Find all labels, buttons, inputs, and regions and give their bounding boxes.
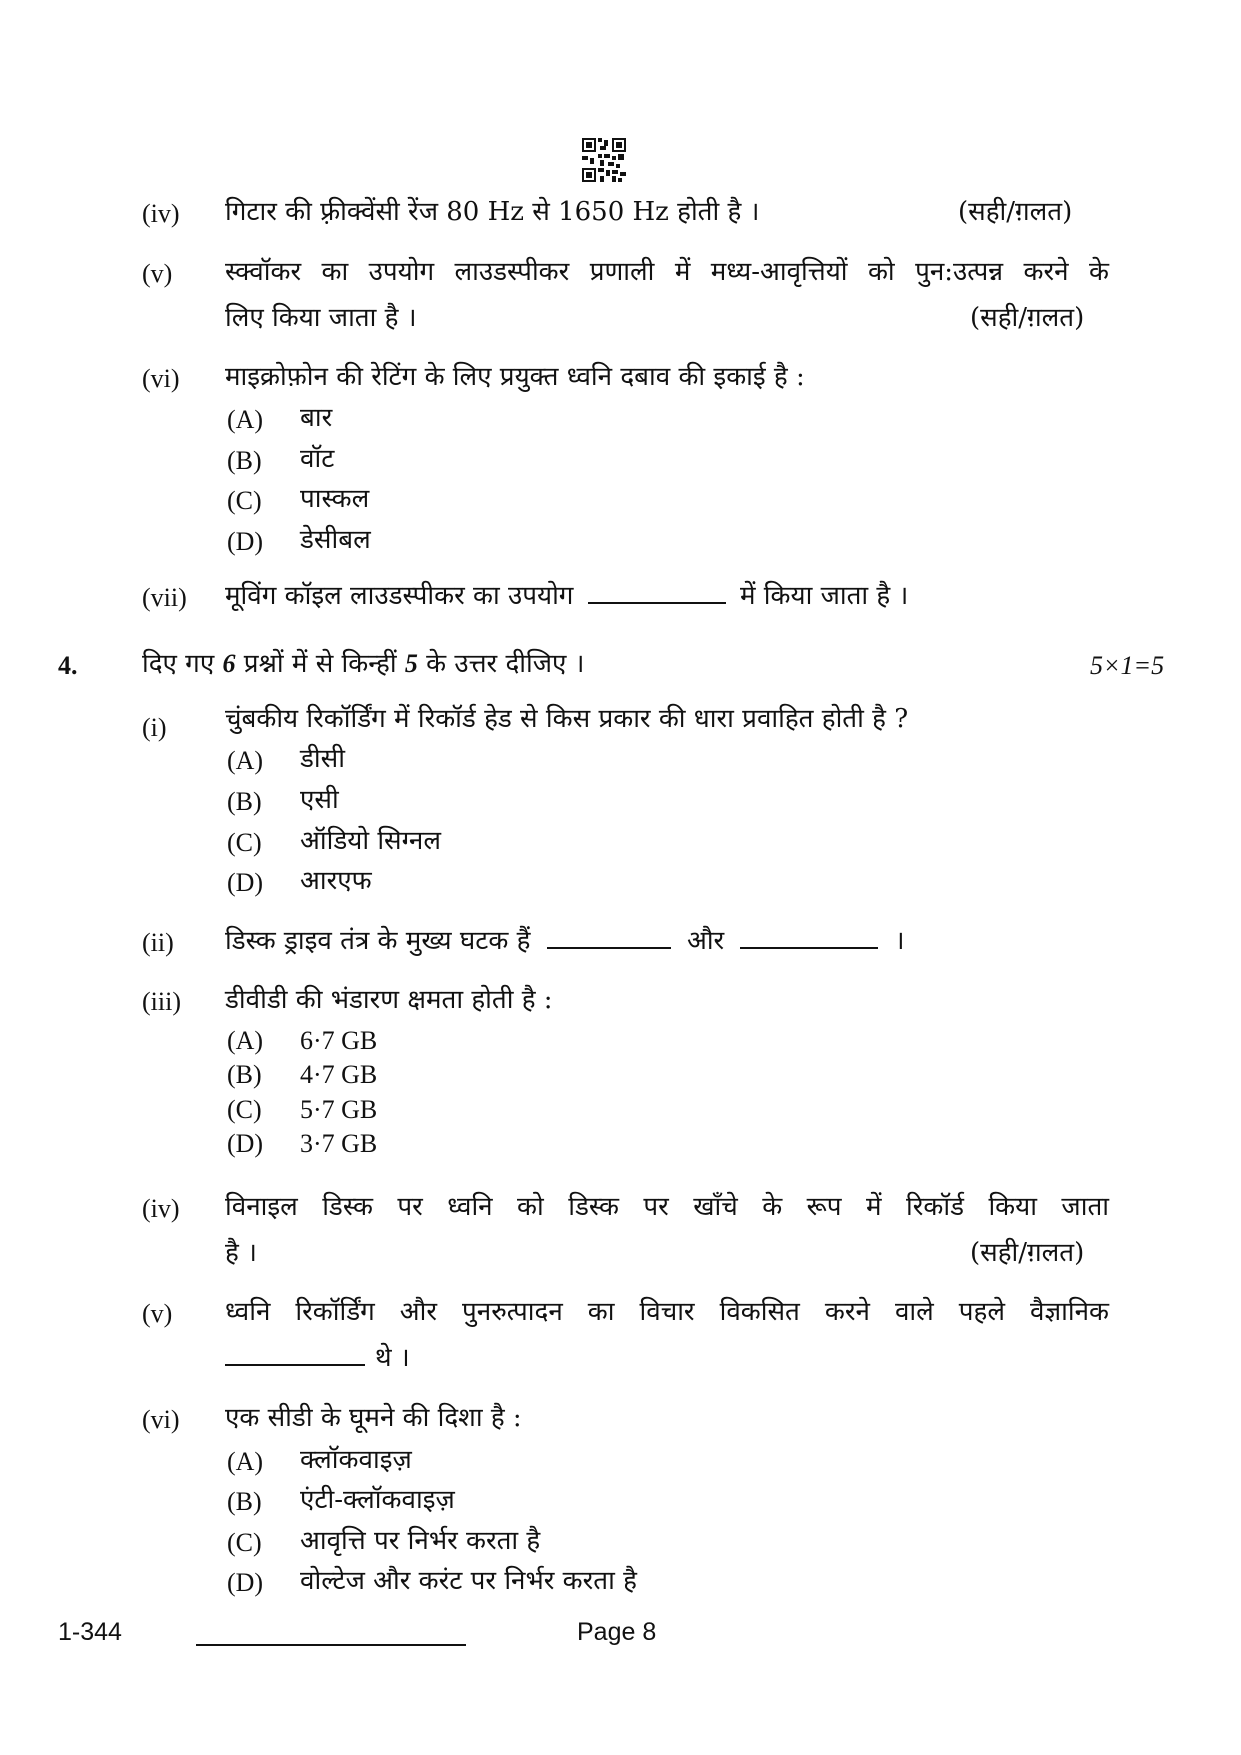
question-text-continued: लिए किया जाता है ।	[225, 303, 417, 333]
question-text: विनाइल डिस्क पर ध्वनि को डिस्क पर खाँचे के रूप में रिकॉर्ड किया जाता	[225, 1192, 1109, 1222]
option-text: एंटी-क्लॉकवाइज़	[300, 1485, 455, 1515]
fill-blank-question	[225, 580, 908, 612]
option-label: (D)	[227, 1129, 264, 1158]
true-false-marker: (सही/ग़लत)	[958, 197, 1073, 227]
instruction-text: के उत्तर दीजिए ।	[417, 649, 585, 679]
option-text: 4·7 GB	[300, 1060, 378, 1089]
fill-blank-question	[225, 925, 905, 957]
question-text: और	[686, 926, 725, 956]
option-text: आवृत्ति पर निर्भर करता है	[300, 1526, 541, 1556]
option-label: (A)	[227, 405, 264, 434]
option-label: (D)	[227, 1568, 264, 1597]
option-text: वॉट	[300, 444, 335, 474]
answer-blank	[547, 925, 671, 949]
option-label: (B)	[227, 1060, 262, 1089]
question-text: मूविंग कॉइल लाउडस्पीकर का उपयोग	[225, 581, 574, 611]
question-text: गिटार की फ़्रीक्वेंसी रेंज 80 Hz से 1650 Hz होती है ।	[225, 197, 760, 227]
instruction-count: 6	[222, 649, 236, 678]
option-text: आरएफ	[300, 866, 372, 896]
marks-allocation: 5×1=5	[1090, 651, 1165, 680]
option-text: 6·7 GB	[300, 1026, 378, 1055]
instruction-text: प्रश्नों में से किन्हीं	[235, 649, 405, 679]
instruction-count: 5	[404, 649, 418, 678]
option-label: (C)	[227, 1095, 262, 1124]
question-number: (v)	[142, 259, 173, 288]
paper-code: 1-344	[58, 1618, 122, 1646]
option-label: (A)	[227, 1447, 264, 1476]
question-text: डिस्क ड्राइव तंत्र के मुख्य घटक हैं	[225, 926, 531, 956]
question-text: स्क्वॉकर का उपयोग लाउडस्पीकर प्रणाली में मध्य-आवृत्तियों को पुन:उत्पन्न करने के	[225, 257, 1109, 287]
option-text: क्लॉकवाइज़	[300, 1445, 412, 1475]
question-text: माइक्रोफ़ोन की रेटिंग के लिए प्रयुक्त ध्वनि दबाव की इकाई है :	[225, 362, 805, 392]
option-label: (B)	[227, 787, 262, 816]
option-label: (A)	[227, 1026, 264, 1055]
question-number: (i)	[142, 713, 167, 742]
option-label: (A)	[227, 746, 264, 775]
option-text: वोल्टेज और करंट पर निर्भर करता है	[300, 1566, 637, 1596]
question-text: ।	[894, 926, 905, 956]
option-label: (C)	[227, 1528, 262, 1557]
question-text: एक सीडी के घूमने की दिशा है :	[225, 1403, 522, 1433]
question-text: चुंबकीय रिकॉर्डिंग में रिकॉर्ड हेड से किस प्रकार की धारा प्रवाहित होती है ?	[225, 704, 909, 734]
option-text: 5·7 GB	[300, 1095, 378, 1124]
option-text: बार	[300, 403, 333, 433]
question-text-continued: है ।	[225, 1238, 257, 1268]
question-text: में किया जाता है ।	[739, 581, 909, 611]
option-text: एसी	[300, 785, 339, 815]
question-text: डीवीडी की भंडारण क्षमता होती है :	[225, 985, 553, 1015]
option-text: पास्कल	[300, 484, 370, 514]
true-false-marker: (सही/ग़लत)	[970, 1238, 1085, 1268]
option-text: डेसीबल	[300, 525, 371, 555]
section-instruction	[142, 648, 585, 680]
question-text: ध्वनि रिकॉर्डिंग और पुनरुत्पादन का विचार विकसित करने वाले पहले वैज्ञानिक	[225, 1297, 1109, 1327]
question-number: (iv)	[142, 199, 180, 228]
question-number: (vi)	[142, 364, 180, 393]
option-label: (D)	[227, 527, 264, 556]
footer-rule	[196, 1644, 466, 1646]
option-label: (C)	[227, 828, 262, 857]
question-number: (iii)	[142, 987, 181, 1016]
option-label: (B)	[227, 446, 262, 475]
qr-code-icon	[582, 138, 626, 182]
option-text: 3·7 GB	[300, 1129, 378, 1158]
answer-blank	[588, 580, 726, 604]
option-label: (B)	[227, 1487, 262, 1516]
fill-blank-question	[225, 1342, 410, 1374]
question-number: 4.	[58, 651, 78, 680]
true-false-marker: (सही/ग़लत)	[970, 303, 1085, 333]
option-text: ऑडियो सिग्नल	[300, 826, 441, 856]
instruction-text: दिए गए	[142, 649, 223, 679]
option-text: डीसी	[300, 744, 345, 774]
option-label: (C)	[227, 486, 262, 515]
page-number: Page 8	[577, 1618, 657, 1646]
question-text-continued: थे ।	[375, 1343, 410, 1373]
question-number: (vi)	[142, 1405, 180, 1434]
answer-blank	[225, 1342, 365, 1366]
question-number: (iv)	[142, 1194, 180, 1223]
question-number: (vii)	[142, 583, 187, 612]
answer-blank	[740, 925, 878, 949]
question-number: (v)	[142, 1299, 173, 1328]
question-number: (ii)	[142, 928, 174, 957]
option-label: (D)	[227, 868, 264, 897]
